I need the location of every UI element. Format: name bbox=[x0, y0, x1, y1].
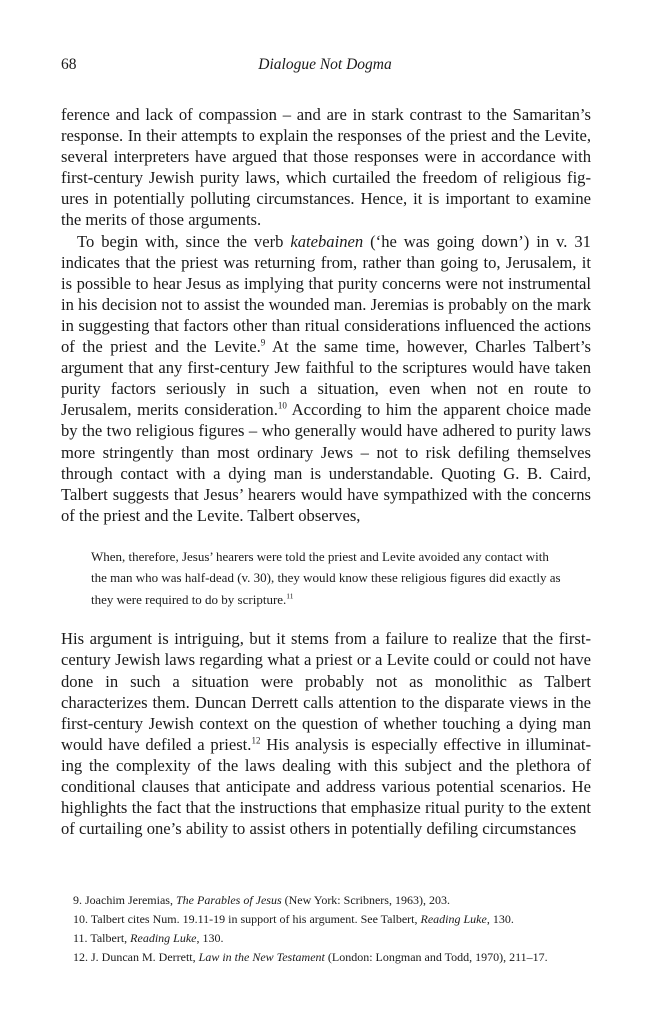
page-number: 68 bbox=[61, 56, 77, 73]
footnote-ref-12[interactable]: 12 bbox=[251, 735, 261, 746]
footnote-11 bbox=[73, 929, 593, 948]
footnote-12-tail: (London: Longman and Todd, 1970), 211–17. bbox=[324, 950, 548, 964]
footnote-10 bbox=[73, 910, 593, 929]
footnote-11-tail: , 130. bbox=[196, 931, 224, 945]
paragraph-1: ference and lack of compassion – and are in stark contrast to the Samaritan’s response. In their attempts to explain the responses of the priest and the Levite, several interpreters have argued that those responses were in accordance with first-century Jewish purity laws, which curtailed the freedom of religious fig-ures in potentially polluting circumstances. Hence, it is important to examine the merits of those arguments. bbox=[61, 105, 591, 230]
footnote-11-title: Reading Luke bbox=[130, 931, 197, 945]
footnote-12 bbox=[73, 948, 593, 967]
footnote-12-lead: 12. J. Duncan M. Derrett, bbox=[73, 950, 199, 964]
paragraph-3 bbox=[61, 628, 591, 839]
running-header bbox=[61, 56, 589, 78]
footnote-10-title: Reading Luke bbox=[420, 912, 487, 926]
footnote-9-title: The Parables of Jesus bbox=[175, 893, 282, 907]
paragraph-2-text-d: According to him the apparent choice made by the two religious figures – who generally would have adhered to purity laws more stringently than most ordinary Jews – not to risk defiling themselves through contact with a dying man is understandable. Quoting G. B. Caird, Talbert suggests that Jesus’ hearers would have sympathized with the concerns of the priest and the Levite. Talbert observes, bbox=[61, 400, 591, 525]
running-title: Dialogue Not Dogma bbox=[258, 56, 392, 73]
footnote-ref-11[interactable]: 11 bbox=[286, 591, 294, 601]
footnotes bbox=[73, 891, 593, 967]
footnote-ref-10[interactable]: 10 bbox=[277, 400, 287, 411]
footnote-10-tail: , 130. bbox=[486, 912, 514, 926]
footnote-9-tail: (New York: Scribners, 1963), 203. bbox=[281, 893, 450, 907]
paragraph-3-text-a: His argument is intriguing, but it stems from a failure to realize that the first-century Jewish laws regarding what a priest or a Levite could or could not have done in such a situation were probably not as monolithic as Talbert characterizes them. Duncan Derrett calls attention to the disparate views in the first-century Jewish context on the question of whether touching a dying man would have defiled a priest. bbox=[61, 629, 591, 754]
main-text bbox=[61, 104, 591, 839]
paragraph-3-text-b: His analysis is especially effective in illuminat-ing the complexity of the laws dealing with this subject and the plethora of conditional clauses that anticipate and address various potential scenarios. He highlights the fact that the instructions that emphasize ritual purity to the extent of curtailing one’s ability to assist others in potentially defiling circumstances bbox=[61, 734, 591, 839]
footnote-9-lead: 9. Joachim Jeremias, bbox=[73, 893, 176, 907]
footnote-ref-9[interactable]: 9 bbox=[260, 337, 266, 348]
footnote-12-title: Law in the New Testament bbox=[198, 950, 325, 964]
block-quote-text: When, therefore, Jesus’ hearers were told the priest and Levite avoided any contact with the man who was half-dead (v. 30), they would know these religious figures did exactly as they were required to do by scripture. bbox=[91, 548, 561, 607]
footnote-9 bbox=[73, 891, 593, 910]
footnote-11-lead: 11. Talbert, bbox=[73, 931, 131, 945]
paragraph-2 bbox=[61, 231, 591, 526]
paragraph-2-text-a: To begin with, since the verb bbox=[77, 231, 291, 251]
footnote-10-lead: 10. Talbert cites Num. 19.11-19 in support of his argument. See Talbert, bbox=[73, 912, 421, 926]
paragraph-2-text-b: (‘he was going down’) in v. 31 indicates that the priest was returning from, rather than going to, Jerusalem, it is possible to hear Jesus as implying that purity concerns were not instrumental in his decision not to assist the wounded man. Jeremias is probably on the mark in suggesting that factors other than ritual considerations influenced the actions of the priest and the Levite. bbox=[61, 231, 591, 357]
paragraph-2-text-c: At the same time, however, Charles Talbert’s argument that any first-century Jew faithful to the scriptures would have taken purity factors seriously in such a situation, even when not en route to Jerusalem, merits consideration. bbox=[61, 337, 592, 420]
greek-verb-katebainen: katebainen bbox=[290, 231, 364, 251]
block-quote bbox=[91, 546, 561, 611]
